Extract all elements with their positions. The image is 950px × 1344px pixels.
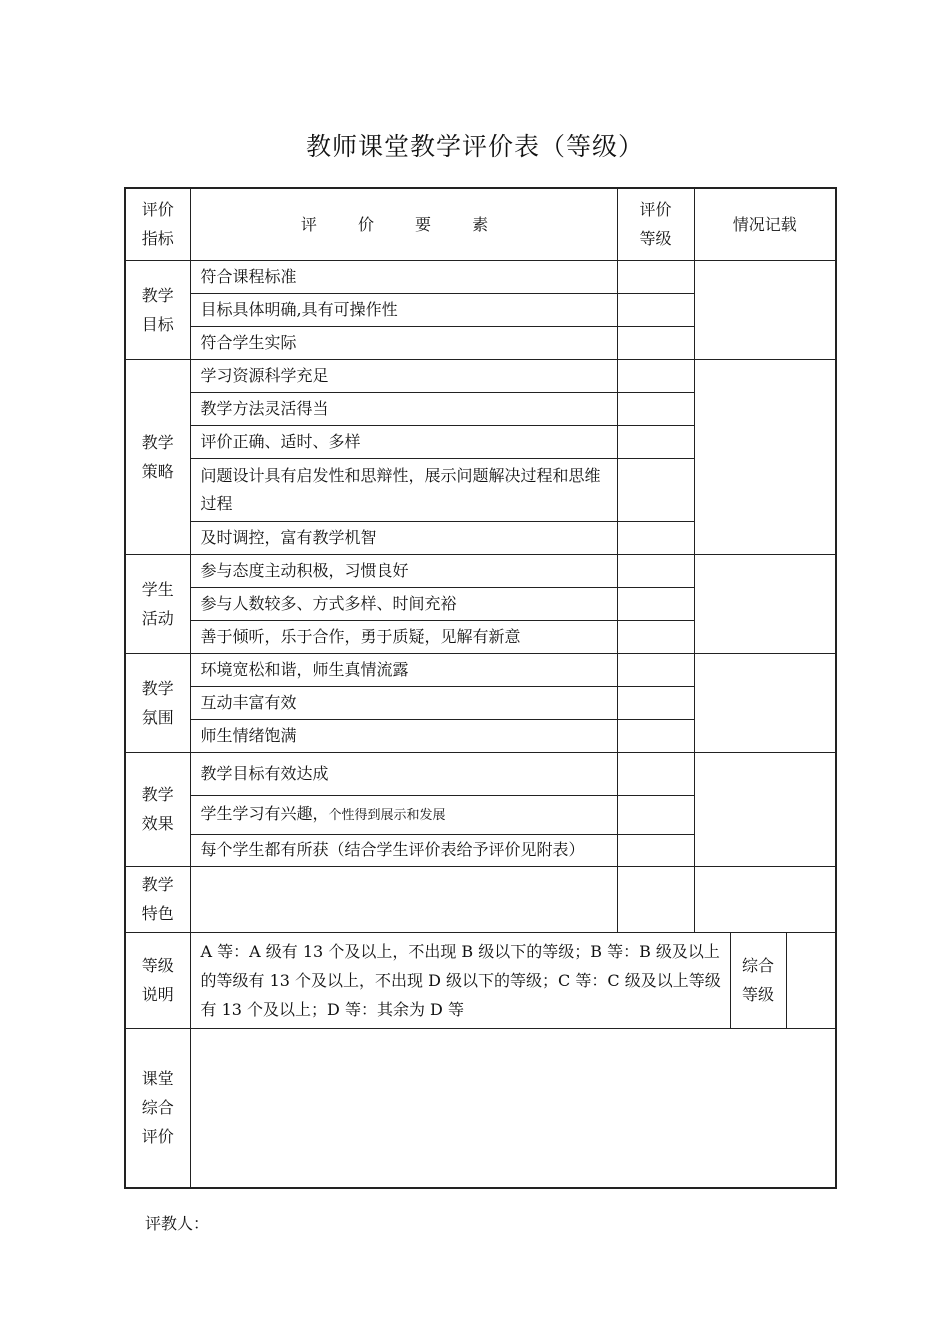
grade-cell[interactable] <box>617 425 694 458</box>
criterion: 善于倾听，乐于合作，勇于质疑，见解有新意 <box>190 620 617 653</box>
evaluation-table <box>124 187 837 1189</box>
header-indicator: 评价 指标 <box>125 188 190 260</box>
evaluator-label: 评教人： <box>145 1214 210 1233</box>
criterion: 学生学习有兴趣，个性得到展示和发展 <box>190 795 617 834</box>
criterion: 符合课程标准 <box>190 260 617 293</box>
grade-cell[interactable] <box>617 326 694 359</box>
record-cell[interactable] <box>694 359 836 554</box>
criterion-small-suffix: 个性得到展示和发展 <box>328 807 446 823</box>
criterion: 评价正确、适时、多样 <box>190 425 617 458</box>
criterion: 每个学生都有所获（结合学生评价表给予评价见附表） <box>190 834 617 866</box>
page-title: 教师课堂教学评价表（等级） <box>305 132 644 161</box>
section-teaching-strategy: 教学 策略 <box>125 359 190 554</box>
grade-cell[interactable] <box>617 587 694 620</box>
criterion: 环境宽松和谐，师生真情流露 <box>190 653 617 686</box>
section-grade-explanation: 等级 说明 <box>125 932 190 1028</box>
grade-cell[interactable] <box>617 554 694 587</box>
grade-cell[interactable] <box>617 359 694 392</box>
section-student-activity: 学生 活动 <box>125 554 190 653</box>
grade-cell[interactable] <box>617 752 694 795</box>
section-teaching-effect: 教学 效果 <box>125 752 190 866</box>
section-teaching-feature: 教学 特色 <box>125 866 190 932</box>
grade-cell[interactable] <box>617 719 694 752</box>
grade-cell[interactable] <box>617 795 694 834</box>
grade-cell[interactable] <box>617 620 694 653</box>
criterion: 互动丰富有效 <box>190 686 617 719</box>
section-teaching-atmosphere: 教学 氛围 <box>125 653 190 752</box>
overall-evaluation-cell[interactable] <box>190 1028 836 1188</box>
grade-cell[interactable] <box>617 260 694 293</box>
criterion: 符合学生实际 <box>190 326 617 359</box>
grade-cell[interactable] <box>617 834 694 866</box>
record-cell[interactable] <box>694 866 836 932</box>
overall-grade-cell[interactable] <box>786 932 836 1028</box>
criterion: 教学方法灵活得当 <box>190 392 617 425</box>
grade-cell[interactable] <box>617 866 694 932</box>
grade-cell[interactable] <box>617 686 694 719</box>
criterion: 师生情绪饱满 <box>190 719 617 752</box>
feature-content-cell[interactable] <box>190 866 617 932</box>
criterion: 参与态度主动积极，习惯良好 <box>190 554 617 587</box>
criterion: 目标具体明确,具有可操作性 <box>190 293 617 326</box>
grade-explanation-text: A 等：A 级有 13 个及以上，不出现 B 级以下的等级；B 等：B 级及以上的等级有 13 个及以上，不出现 D 级以下的等级；C 等：C 级及以上等级有 13 个及以上；D 等：其余为 D 等 <box>190 932 730 1028</box>
criterion: 及时调控，富有教学机智 <box>190 521 617 554</box>
record-cell[interactable] <box>694 260 836 359</box>
criterion: 学习资源科学充足 <box>190 359 617 392</box>
grade-cell[interactable] <box>617 392 694 425</box>
grade-cell[interactable] <box>617 293 694 326</box>
criterion: 参与人数较多、方式多样、时间充裕 <box>190 587 617 620</box>
header-elements: 评 价 要 素 <box>190 188 617 260</box>
grade-cell[interactable] <box>617 653 694 686</box>
header-grade: 评价 等级 <box>617 188 694 260</box>
record-cell[interactable] <box>694 752 836 866</box>
header-record: 情况记载 <box>694 188 836 260</box>
record-cell[interactable] <box>694 653 836 752</box>
grade-cell[interactable] <box>617 458 694 521</box>
record-cell[interactable] <box>694 554 836 653</box>
criterion: 问题设计具有启发性和思辩性，展示问题解决过程和思维过程 <box>190 458 617 521</box>
section-teaching-goals: 教学 目标 <box>125 260 190 359</box>
grade-cell[interactable] <box>617 521 694 554</box>
criterion: 教学目标有效达成 <box>190 752 617 795</box>
section-overall-evaluation: 课堂 综合 评价 <box>125 1028 190 1188</box>
overall-grade-label: 综合 等级 <box>730 932 786 1028</box>
